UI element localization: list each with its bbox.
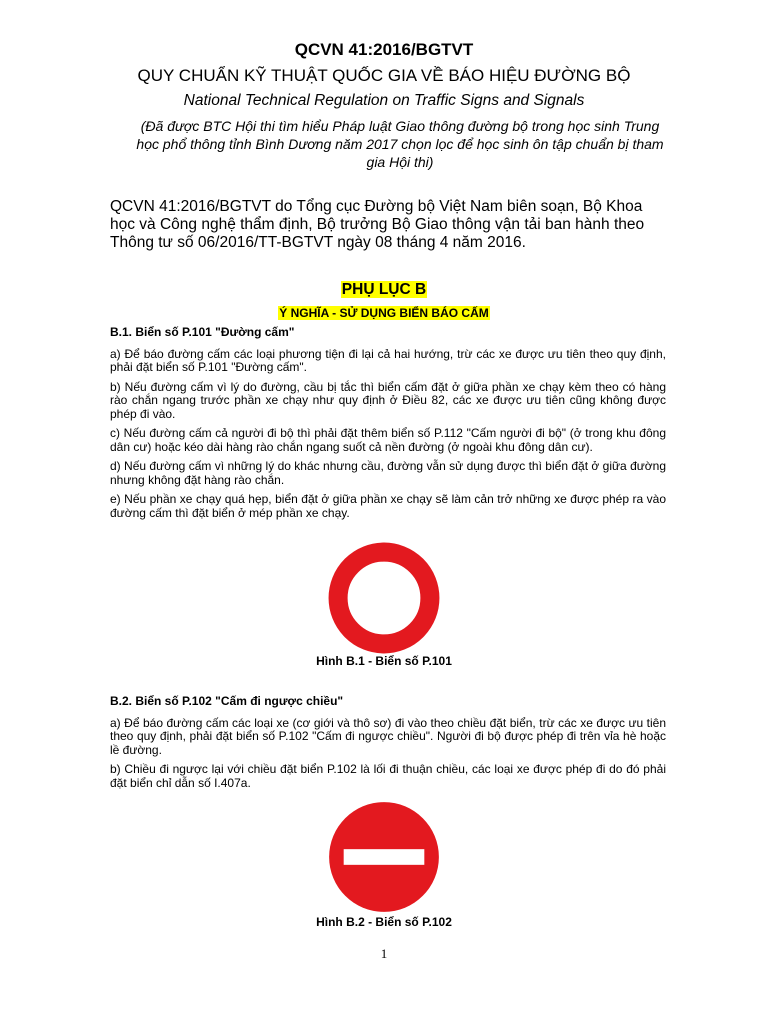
section-paragraph: d) Nếu đường cấm vì những lý do khác nhưng cầu, đường vẫn sử dụng được thì biển đặt ở giữa đường nhưng không đặt hàng rào chắn.: [110, 459, 666, 487]
document-title-vn: QUY CHUẨN KỸ THUẬT QUỐC GIA VỀ BÁO HIỆU ĐƯỜNG BỘ: [137, 66, 631, 85]
section-heading: B.1. Biển số P.101 "Đường cấm": [110, 325, 295, 339]
figure-b1: [0, 542, 768, 659]
appendix-title-row: [0, 281, 768, 299]
figure-caption: Hình B.2 - Biển số P.102: [316, 915, 452, 929]
section-b1: [110, 326, 666, 526]
appendix-title: PHỤ LỤC B: [341, 281, 427, 298]
document-code: QCVN 41:2016/BGTVT: [294, 40, 474, 59]
intro-paragraph: QCVN 41:2016/BGTVT do Tổng cục Đường bộ Việt Nam biên soạn, Bộ Khoa học và Công nghệ thẩm định, Bộ trưởng Bộ Giao thông vận tải ban hành theo Thông tư số 06/2016/TT-BGTVT ngày 08 tháng 4 năm 2016.: [110, 198, 645, 251]
appendix-subtitle: Ý NGHĨA - SỬ DỤNG BIỂN BÁO CẤM: [279, 306, 489, 320]
section-heading: B.2. Biển số P.102 "Cấm đi ngược chiều": [110, 694, 344, 708]
section-paragraph: a) Để báo đường cấm các loại xe (cơ giới và thô sơ) đi vào theo chiều đặt biển, trừ các xe được ưu tiên theo quy định, phải đặt biển số P.102 "Cấm đi ngược chiều". Người đi bộ được phép đi trên vỉa hè hoặc lề đường.: [110, 715, 666, 757]
section-paragraph: b) Nếu đường cấm vì lý do đường, cầu bị tắc thì biển cấm đặt ở giữa phần xe chạy kèm theo có hàng rào chắn ngang trước phần xe chạy như quy định ở Điều 82, các xe được ưu tiên cũng không được phép đi vào.: [110, 379, 666, 421]
figure-caption: Hình B.1 - Biển số P.101: [316, 654, 452, 668]
document-note: (Đã được BTC Hội thi tìm hiểu Pháp luật Giao thông đường bộ trong học sinh Trung học phổ thông tỉnh Bình Dương năm 2017 chọn lọc để học sinh ôn tập chuẩn bị tham gia Hội thi): [136, 118, 664, 170]
section-paragraph: a) Để báo đường cấm các loại phương tiện đi lại cả hai hướng, trừ các xe được ưu tiên theo quy định, phải đặt biển số P.101 "Đường cấm".: [110, 346, 666, 374]
figure-b2: [0, 801, 768, 918]
page-number: 1: [380, 946, 388, 961]
section-paragraph: e) Nếu phần xe chạy quá hẹp, biển đặt ở giữa phần xe chạy sẽ làm cản trở những xe được phép ra vào đường cấm thì đặt biển ở mép phần xe chạy.: [110, 492, 666, 520]
section-b2: [110, 695, 666, 796]
document-title-en: National Technical Regulation on Traffic Signs and Signals: [183, 92, 585, 109]
section-paragraph: c) Nếu đường cấm cả người đi bộ thì phải đặt thêm biển số P.112 "Cấm người đi bộ" (ở trong khu đông dân cư) hoặc kéo dài hàng rào chắn ngang suốt cả nền đường (ở ngoài khu đông dân cư).: [110, 426, 666, 454]
section-paragraph: b) Chiều đi ngược lại với chiều đặt biển P.102 là lối đi thuận chiều, các loại xe được phép đi do đó phải đặt biển chỉ dẫn số I.407a.: [110, 762, 666, 790]
no-entry-one-way-sign-icon: [328, 801, 440, 913]
no-entry-road-sign-icon: [328, 542, 440, 654]
appendix-subtitle-row: [0, 304, 768, 322]
